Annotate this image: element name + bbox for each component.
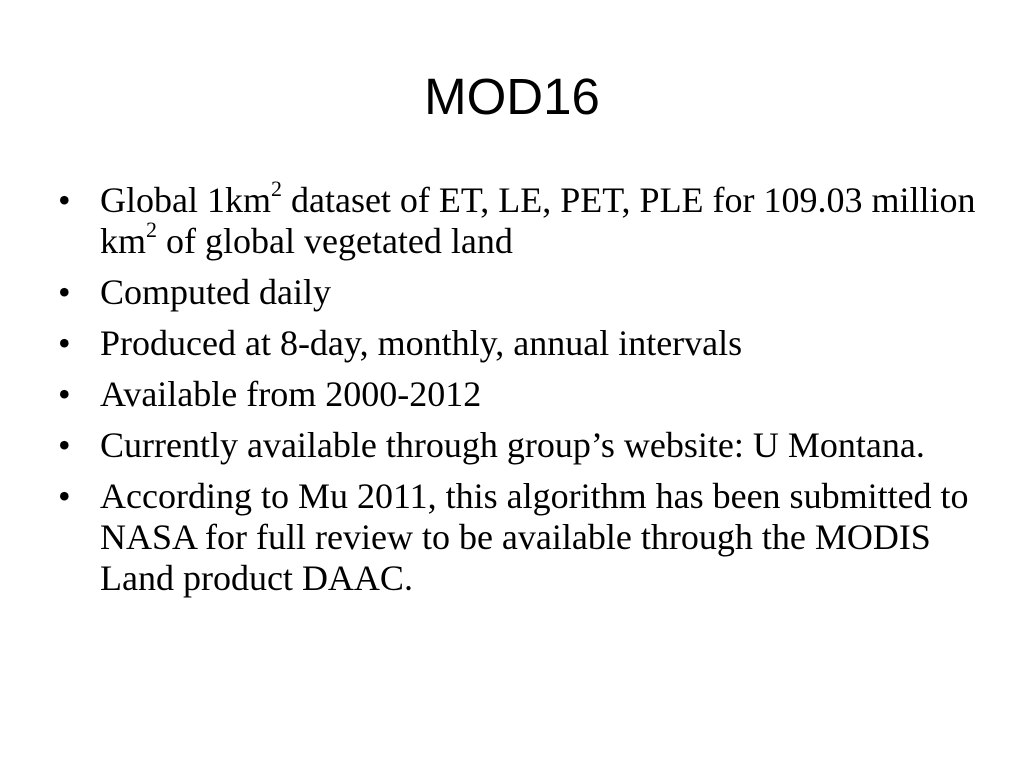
bullet-item-nasa [58,476,978,599]
bullet-item-website [58,425,978,466]
bullet-text: Available from 2000-2012 [100,374,482,414]
bullet-item-computed [58,272,978,313]
bullet-text: of global vegetated land [157,221,513,261]
superscript: 2 [270,176,282,201]
bullet-icon: • [58,323,71,363]
bullet-icon: • [58,374,71,414]
bullet-text: dataset of ET, LE, PET, PLE for 109.03 million km [100,180,976,261]
bullet-icon: • [58,272,71,312]
bullet-item-dataset [58,176,978,262]
bullet-text: Currently available through group’s website: U Montana. [100,425,925,465]
bullet-icon: • [58,476,71,516]
bullet-item-available [58,374,978,415]
bullet-list [58,176,978,609]
bullet-item-produced [58,323,978,364]
bullet-icon: • [58,180,71,220]
slide-title: MOD16 [424,68,600,125]
bullet-text: According to Mu 2011, this algorithm has been submitted to NASA for full review to be available through the MODIS Land product DAAC. [100,476,969,598]
bullet-text: Computed daily [100,272,331,312]
bullet-icon: • [58,425,71,465]
bullet-text: Produced at 8-day, monthly, annual intervals [100,323,743,363]
bullet-text: Global 1km [100,180,271,220]
superscript: 2 [146,217,158,242]
